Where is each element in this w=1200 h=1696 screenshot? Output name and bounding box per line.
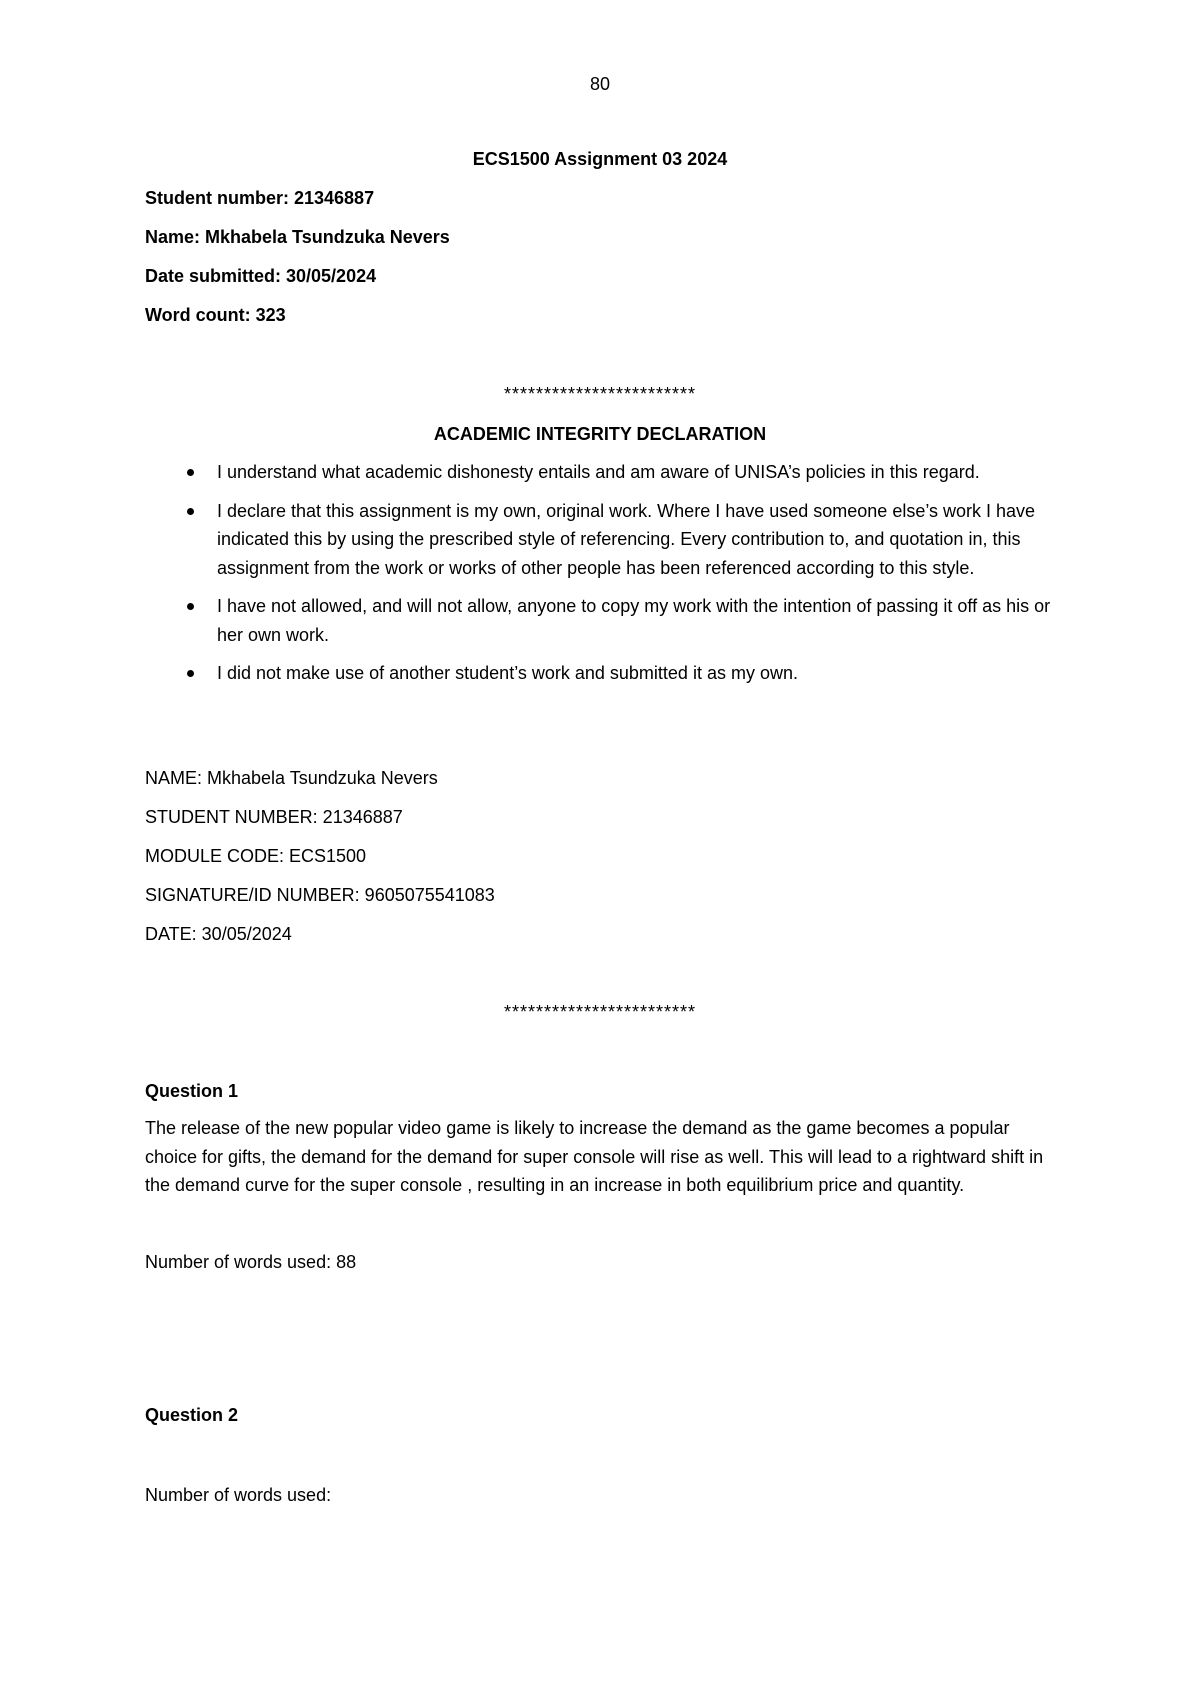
declaration-module-code: MODULE CODE: ECS1500 — [145, 846, 367, 866]
list-item: I understand what academic dishonesty entails and am aware of UNISA’s policies in this regard. — [145, 458, 1060, 487]
word-count-line: Word count: 323 — [145, 305, 286, 325]
list-item: I declare that this assignment is my own, original work. Where I have used someone else’s work I have indicated this by using the prescribed style of referencing. Every contribution to, and quotation in, this assignment from the work or works of other people has been referenced according to this style. — [145, 497, 1060, 583]
list-item: I have not allowed, and will not allow, anyone to copy my work with the intention of passing it off as his or her own work. — [145, 592, 1060, 649]
page-number: 80 — [589, 74, 611, 94]
bullet-icon — [187, 670, 194, 677]
question-1-heading: Question 1 — [145, 1081, 239, 1101]
declaration-student-number: STUDENT NUMBER: 21346887 — [145, 807, 403, 827]
bullet-icon — [187, 508, 194, 515]
student-number-line: Student number: 21346887 — [145, 188, 375, 208]
list-item: I did not make use of another student’s work and submitted it as my own. — [145, 659, 1060, 688]
question-1-answer: The release of the new popular video game is likely to increase the demand as the game becomes a popular choice for gifts, the demand for the demand for super console will rise as well. This will lead to a rightward shift in the demand curve for the super console , resulting in an increase in both equilibrium price and quantity. — [145, 1118, 1044, 1195]
question-2-word-count: Number of words used: — [145, 1485, 332, 1505]
date-submitted-line: Date submitted: 30/05/2024 — [145, 266, 377, 286]
declaration-title: ACADEMIC INTEGRITY DECLARATION — [433, 424, 767, 444]
bullet-icon — [187, 603, 194, 610]
declaration-signature-id: SIGNATURE/ID NUMBER: 9605075541083 — [145, 885, 495, 905]
separator-top: ************************ — [503, 384, 697, 404]
question-1-word-count: Number of words used: 88 — [145, 1252, 357, 1272]
declaration-list — [145, 458, 1060, 698]
declaration-name: NAME: Mkhabela Tsundzuka Nevers — [145, 768, 438, 788]
bullet-icon — [187, 469, 194, 476]
separator-bottom: ************************ — [503, 1002, 697, 1022]
question-2-heading: Question 2 — [145, 1405, 239, 1425]
student-name-line: Name: Mkhabela Tsundzuka Nevers — [145, 227, 450, 247]
assignment-title: ECS1500 Assignment 03 2024 — [472, 149, 728, 169]
declaration-date: DATE: 30/05/2024 — [145, 924, 292, 944]
